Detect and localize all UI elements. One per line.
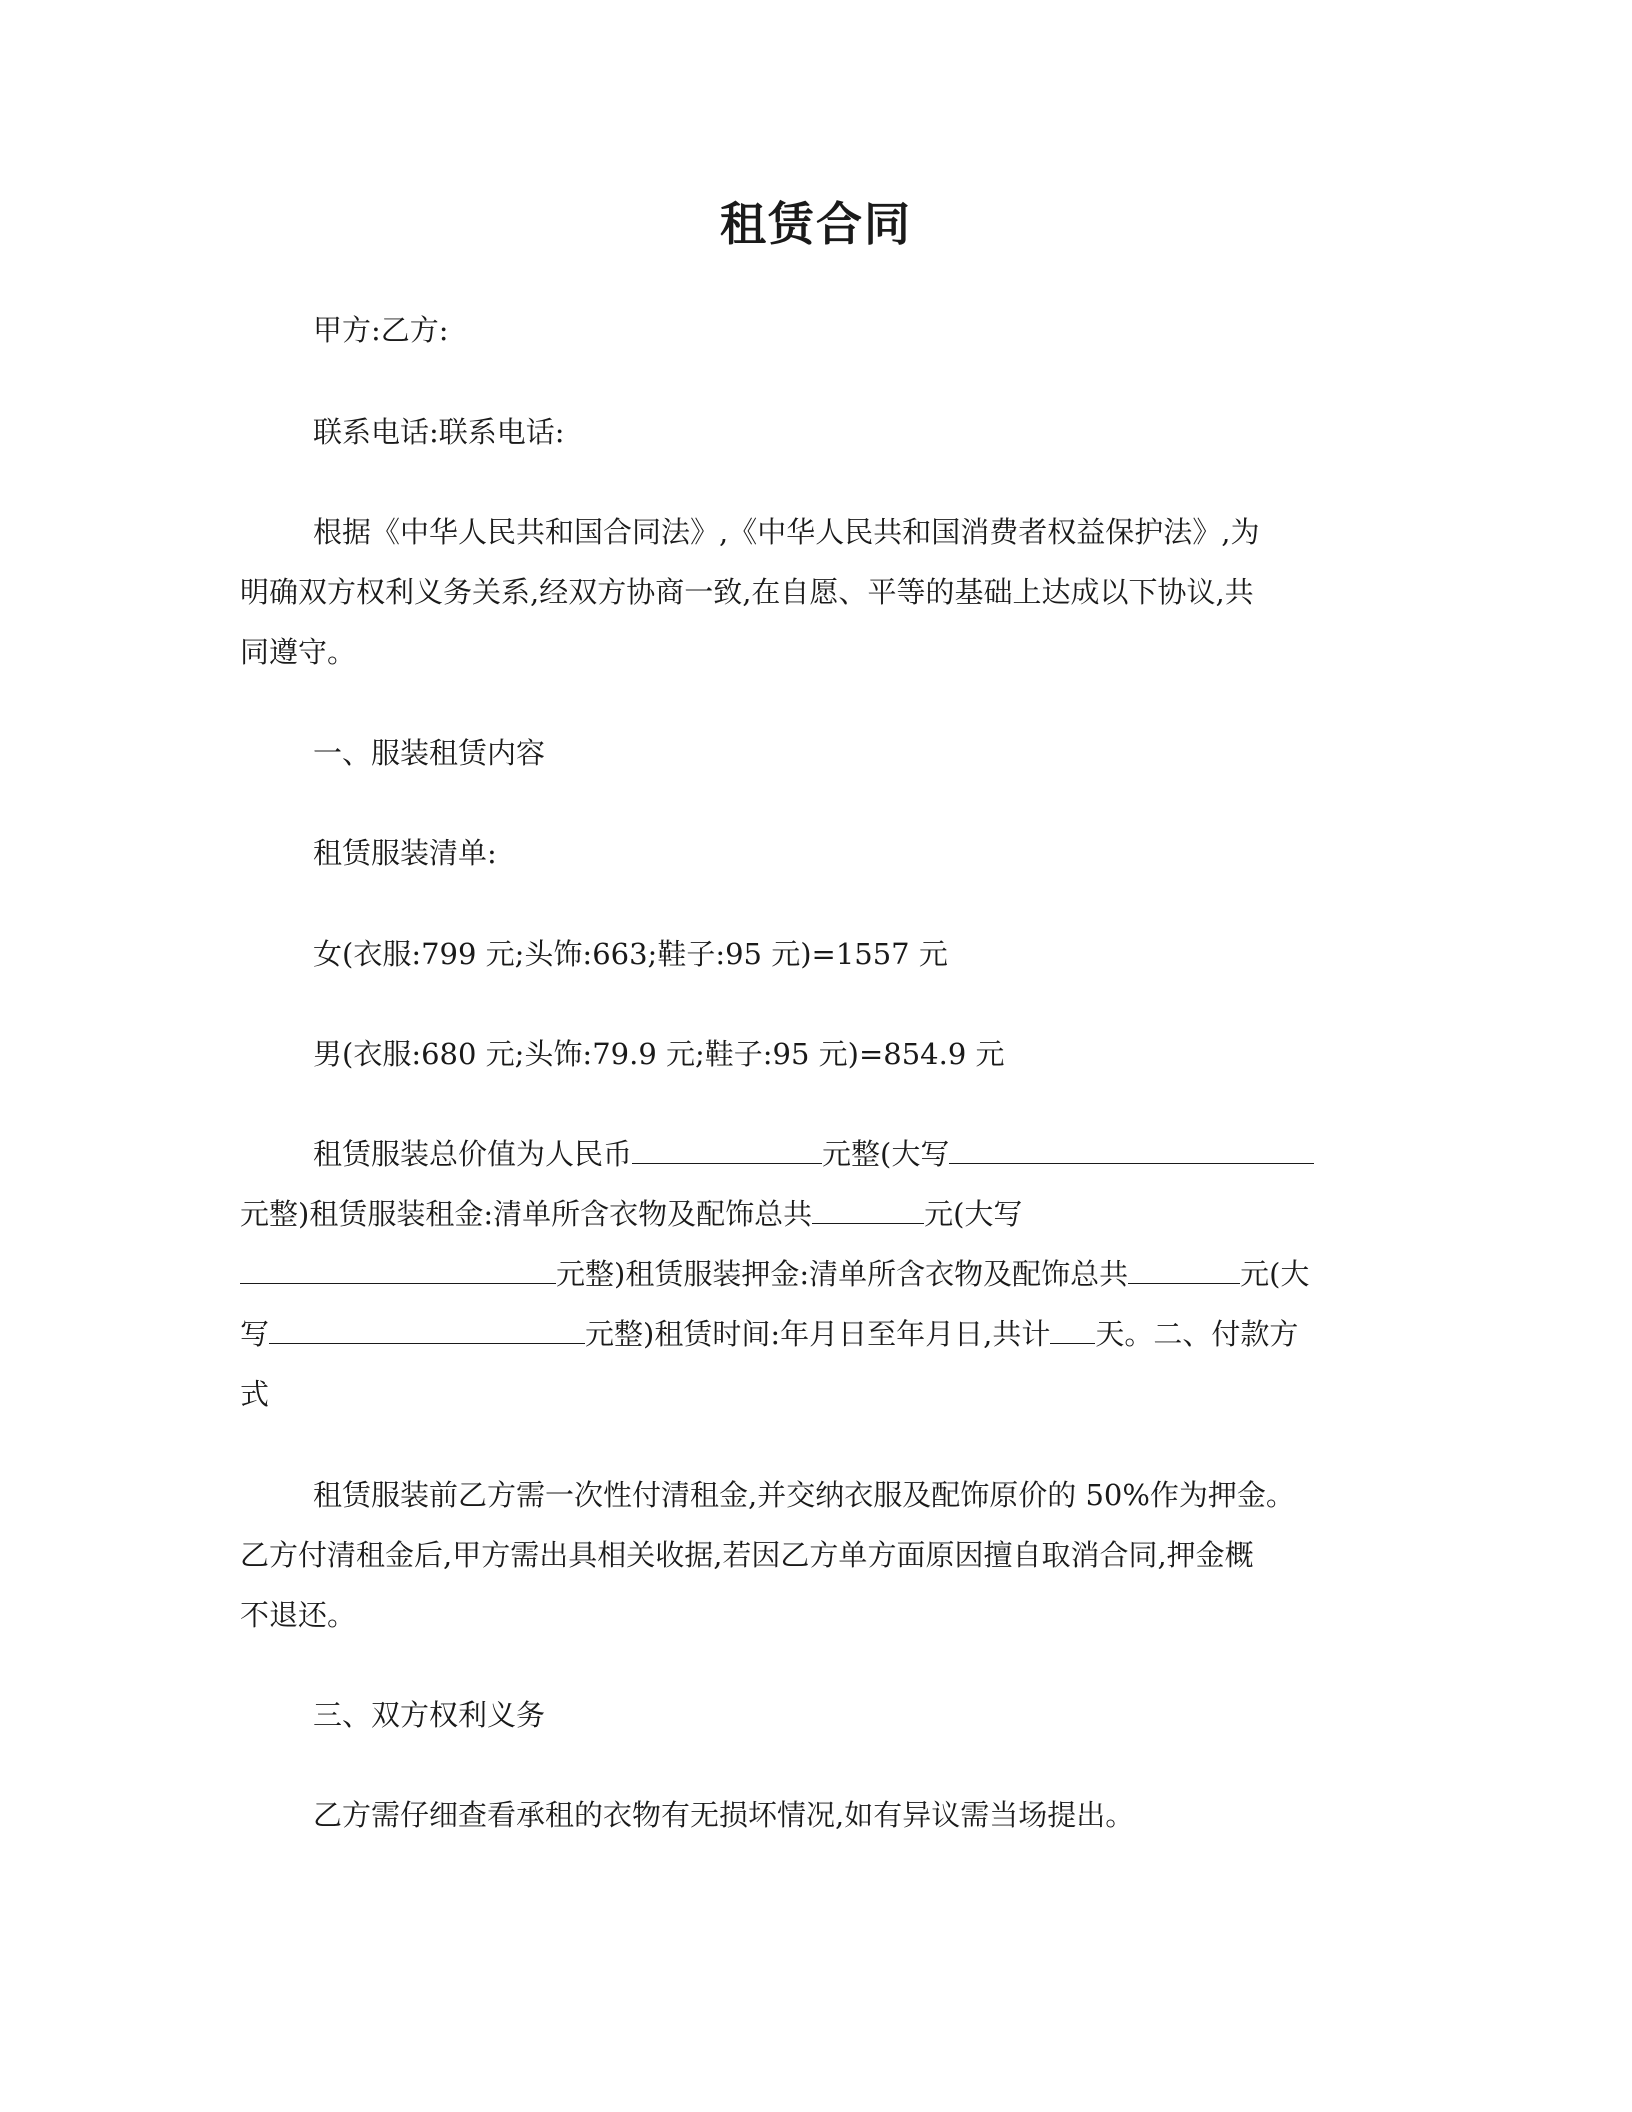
fill-in-blank xyxy=(240,1255,556,1284)
fill-in-blank xyxy=(632,1135,822,1164)
payment-line: 不退还。 xyxy=(240,1598,357,1632)
fill-in-blank xyxy=(269,1315,585,1344)
terms-text: 元整)租赁时间:年月日至年月日,共计 xyxy=(585,1317,1051,1351)
fill-in-blank xyxy=(1128,1255,1240,1284)
terms-line xyxy=(240,1194,1022,1234)
fill-in-blank xyxy=(949,1135,1314,1164)
section-heading-1: 一、服装租赁内容 xyxy=(313,736,546,770)
list-heading: 租赁服装清单: xyxy=(313,836,497,870)
terms-text: 元(大写 xyxy=(924,1197,1023,1231)
payment-line: 乙方付清租金后,甲方需出具相关收据,若因乙方单方面原因擅自取消合同,押金概 xyxy=(240,1538,1254,1572)
intro-line: 根据《中华人民共和国合同法》,《中华人民共和国消费者权益保护法》,为 xyxy=(313,515,1260,549)
parties-line: 甲方:乙方: xyxy=(313,313,449,347)
section-heading-3: 三、双方权利义务 xyxy=(313,1698,546,1732)
terms-text: 天。二、付款方 xyxy=(1095,1317,1299,1351)
terms-text: 元整)租赁服装押金:清单所含衣物及配饰总共 xyxy=(556,1257,1129,1291)
male-items-line: 男(衣服:680 元;头饰:79.9 元;鞋子:95 元)=854.9 元 xyxy=(313,1037,1005,1071)
terms-line xyxy=(313,1134,1314,1174)
female-items-line: 女(衣服:799 元;头饰:663;鞋子:95 元)=1557 元 xyxy=(313,937,948,971)
phones-line: 联系电话:联系电话: xyxy=(313,415,565,449)
intro-line: 明确双方权利义务关系,经双方协商一致,在自愿、平等的基础上达成以下协议,共 xyxy=(240,575,1254,609)
document-title: 租赁合同 xyxy=(720,197,912,251)
terms-line xyxy=(240,1254,1309,1294)
terms-text: 写 xyxy=(240,1317,270,1351)
inspection-line: 乙方需仔细查看承租的衣物有无损坏情况,如有异议需当场提出。 xyxy=(313,1798,1135,1832)
terms-line xyxy=(240,1314,1298,1354)
terms-text: 元整)租赁服装租金:清单所含衣物及配饰总共 xyxy=(240,1197,813,1231)
terms-text: 租赁服装总价值为人民币 xyxy=(313,1137,633,1171)
terms-text: 元整(大写 xyxy=(822,1137,950,1171)
terms-text: 元(大 xyxy=(1240,1257,1310,1291)
payment-line: 租赁服装前乙方需一次性付清租金,并交纳衣服及配饰原价的 50%作为押金。 xyxy=(313,1478,1295,1512)
terms-line: 式 xyxy=(240,1377,270,1411)
fill-in-blank xyxy=(1050,1315,1095,1344)
intro-line: 同遵守。 xyxy=(240,635,357,669)
fill-in-blank xyxy=(812,1195,924,1224)
